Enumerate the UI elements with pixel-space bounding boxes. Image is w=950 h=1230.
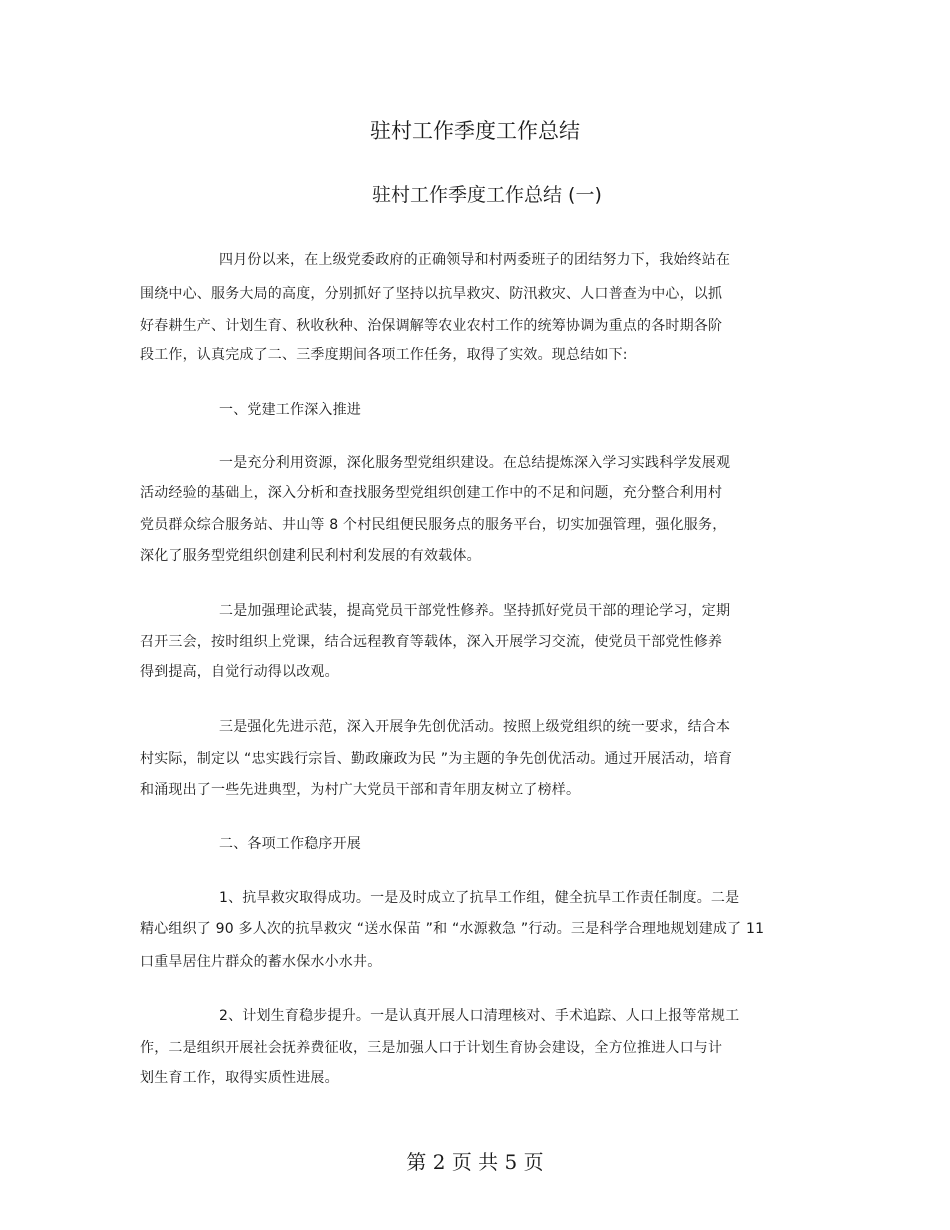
paragraph-line: 召开三会，按时组织上党课，结合远程教育等载体，深入开展学习交流，使党员干部党性修养 xyxy=(140,634,723,650)
paragraph-line: 和涌现出了一些先进典型，为村广大党员干部和青年朋友树立了榜样。 xyxy=(140,782,581,798)
document-title: 驻村工作季度工作总结 xyxy=(370,119,580,143)
page-number: 第 2 页 共 5 页 xyxy=(406,1150,544,1174)
paragraph-line: 一是充分利用资源，深化服务型党组织建设。在总结提炼深入学习实践科学发展观 xyxy=(219,455,731,471)
paragraph-line: 三是强化先进示范，深入开展争先创优活动。按照上级党组织的统一要求，结合本 xyxy=(219,719,731,735)
paragraph-line: 2、计划生育稳步提升。一是认真开展人口清理核对、手术追踪、人口上报等常规工 xyxy=(219,1008,740,1024)
paragraph-line: 四月份以来，在上级党委政府的正确领导和村两委班子的团结努力下，我始终站在 xyxy=(219,252,731,268)
paragraph-line: 划生育工作，取得实质性进展。 xyxy=(140,1070,339,1086)
paragraph-line: 二是加强理论武装，提高党员干部党性修养。坚持抓好党员干部的理论学习，定期 xyxy=(219,603,731,619)
document-subtitle: 驻村工作季度工作总结 (一) xyxy=(372,184,602,206)
paragraph-line: 好春耕生产、计划生育、秋收秋种、治保调解等农业农村工作的统筹协调为重点的各时期各阶 xyxy=(140,318,723,334)
paragraph-line: 围绕中心、服务大局的高度，分别抓好了坚持以抗旱救灾、防汛救灾、人口普查为中心，以抓 xyxy=(140,286,723,302)
paragraph-line: 村实际，制定以 “忠实践行宗旨、勤政廉政为民 ”为主题的争先创优活动。通过开展活动，培育 xyxy=(140,751,733,767)
paragraph-line: 口重旱居住片群众的蓄水保水小水井。 xyxy=(140,954,382,970)
paragraph-line: 1、抗旱救灾取得成功。一是及时成立了抗旱工作组，健全抗旱工作责任制度。二是 xyxy=(219,890,740,906)
paragraph-line: 作，二是组织开展社会抚养费征收，三是加强人口于计划生育协会建设，全方位推进人口与计 xyxy=(140,1040,723,1056)
section-heading: 一、党建工作深入推进 xyxy=(219,402,361,418)
section-heading: 二、各项工作稳序开展 xyxy=(219,836,361,852)
paragraph-line: 精心组织了 90 多人次的抗旱救灾 “送水保苗 ”和 “水源救急 ”行动。三是科学合理地规划建成了 11 xyxy=(140,921,765,937)
paragraph-line: 段工作，认真完成了二、三季度期间各项工作任务，取得了实效。现总结如下: xyxy=(140,347,628,363)
paragraph-line: 深化了服务型党组织创建利民利村利发展的有效载体。 xyxy=(140,548,481,564)
paragraph-line: 活动经验的基础上，深入分析和查找服务型党组织创建工作中的不足和问题，充分整合利用村 xyxy=(140,485,723,501)
paragraph-line: 得到提高，自觉行动得以改观。 xyxy=(140,664,339,680)
paragraph-line: 党员群众综合服务站、井山等 8 个村民组便民服务点的服务平台，切实加强管理，强化服务， xyxy=(140,517,727,533)
